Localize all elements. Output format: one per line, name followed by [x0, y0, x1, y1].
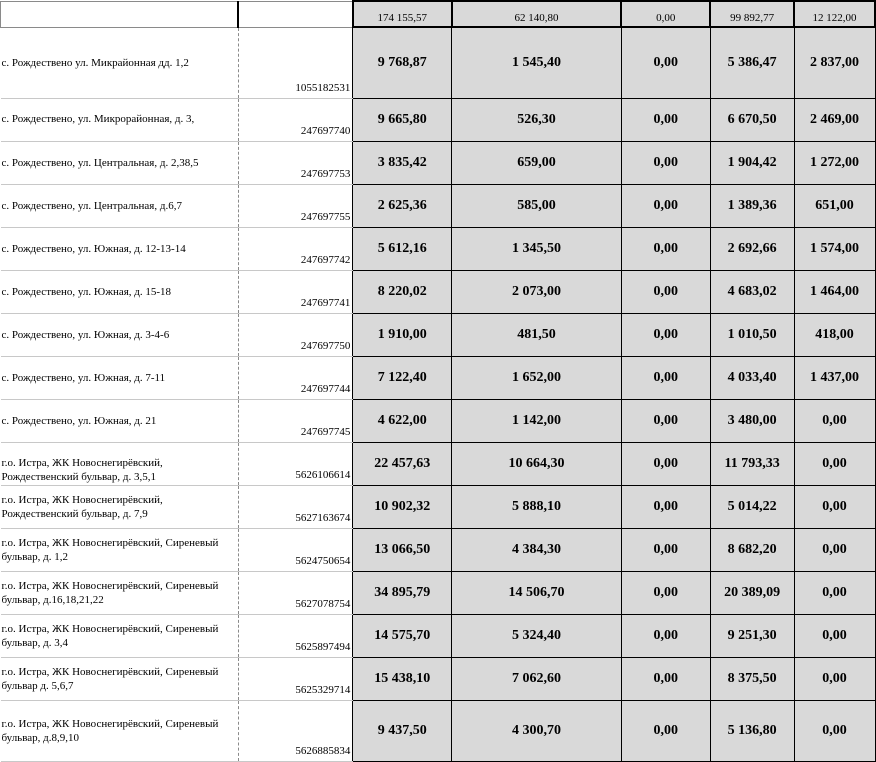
address-text: г.о. Истра, ЖК Новоснегирёвский, Сиреневый бульвар, д. 1,2	[1, 536, 219, 563]
value-cell[interactable]: 1 389,36	[710, 184, 794, 227]
value-cell[interactable]: 659,00	[452, 141, 622, 184]
value-cell[interactable]: 13 066,50	[353, 528, 452, 571]
table-row	[1, 442, 876, 485]
value-cell[interactable]: 1 010,50	[710, 313, 794, 356]
address-text: г.о. Истра, ЖК Новоснегирёвский, Сиреневый бульвар, д.8,9,10	[1, 717, 219, 744]
address-text: г.о. Истра, ЖК Новоснегирёвский, Сиреневый бульвар, д. 3,4	[1, 622, 219, 649]
value-cell[interactable]: 4 622,00	[353, 399, 452, 442]
table-body	[1, 27, 876, 761]
totals-row	[1, 1, 876, 27]
value-cell[interactable]: 0,00	[794, 528, 875, 571]
value-cell[interactable]: 5 888,10	[452, 485, 622, 528]
address-text: г.о. Истра, ЖК Новоснегирёвский, Сиреневый бульвар д. 5,6,7	[1, 665, 219, 692]
account-cell[interactable]: 5625897494	[238, 614, 353, 657]
value-cell[interactable]: 1 345,50	[452, 227, 622, 270]
address-text: с. Рождествено, ул. Микрорайонная, д. 3,	[1, 112, 195, 125]
header-address-cell[interactable]	[1, 1, 239, 27]
value-cell[interactable]: 1 652,00	[452, 356, 622, 399]
value-cell[interactable]: 10 664,30	[452, 442, 622, 485]
value-cell[interactable]: 0,00	[621, 98, 710, 141]
value-cell[interactable]: 0,00	[621, 141, 710, 184]
address-text: с. Рождествено, ул. Центральная, д.6,7	[1, 199, 182, 212]
table-row	[1, 270, 876, 313]
table-row	[1, 700, 876, 761]
address-cell[interactable]	[1, 98, 239, 141]
address-text: г.о. Истра, ЖК Новоснегирёвский, Рождественский бульвар, д. 7,9	[1, 493, 163, 520]
table-row	[1, 141, 876, 184]
account-cell[interactable]: 5626106614	[238, 442, 353, 485]
address-text: с. Рождествено, ул. Южная, д. 21	[1, 414, 157, 427]
address-cell[interactable]	[1, 227, 239, 270]
value-cell[interactable]: 5 386,47	[710, 27, 794, 98]
value-cell[interactable]: 0,00	[621, 313, 710, 356]
account-cell[interactable]: 247697741	[238, 270, 353, 313]
value-cell[interactable]: 2 625,36	[353, 184, 452, 227]
table-row	[1, 356, 876, 399]
value-cell[interactable]: 0,00	[621, 528, 710, 571]
address-text: с. Рождествено, ул. Южная, д. 3-4-6	[1, 328, 170, 341]
value-cell[interactable]: 3 480,00	[710, 399, 794, 442]
value-cell[interactable]: 0,00	[794, 442, 875, 485]
total-cell[interactable]: 0,00	[621, 1, 710, 27]
total-cell[interactable]: 174 155,57	[353, 1, 452, 27]
account-cell[interactable]: 247697750	[238, 313, 353, 356]
value-cell[interactable]: 4 300,70	[452, 700, 622, 761]
value-cell[interactable]: 34 895,79	[353, 571, 452, 614]
value-cell[interactable]: 5 612,16	[353, 227, 452, 270]
value-cell[interactable]: 0,00	[794, 485, 875, 528]
value-cell[interactable]: 10 902,32	[353, 485, 452, 528]
value-cell[interactable]: 0,00	[621, 442, 710, 485]
table-row	[1, 485, 876, 528]
value-cell[interactable]: 9 251,30	[710, 614, 794, 657]
value-cell[interactable]: 1 904,42	[710, 141, 794, 184]
address-cell[interactable]	[1, 27, 239, 98]
value-cell[interactable]: 7 062,60	[452, 657, 622, 700]
value-cell[interactable]: 2 692,66	[710, 227, 794, 270]
table-row	[1, 98, 876, 141]
address-cell[interactable]	[1, 356, 239, 399]
value-cell[interactable]: 1 272,00	[794, 141, 875, 184]
value-cell[interactable]: 0,00	[621, 227, 710, 270]
address-text: г.о. Истра, ЖК Новоснегирёвский, Рождественский бульвар, д. 3,5,1	[1, 456, 163, 483]
value-cell[interactable]: 3 835,42	[353, 141, 452, 184]
value-cell[interactable]: 6 670,50	[710, 98, 794, 141]
table-row	[1, 313, 876, 356]
table-row	[1, 571, 876, 614]
table-row	[1, 528, 876, 571]
address-text: с. Рождествено, ул. Южная, д. 7-11	[1, 371, 166, 384]
value-cell[interactable]: 9 437,50	[353, 700, 452, 761]
address-text: г.о. Истра, ЖК Новоснегирёвский, Сиреневый бульвар, д.16,18,21,22	[1, 579, 219, 606]
value-cell[interactable]: 14 506,70	[452, 571, 622, 614]
header-account-cell[interactable]	[238, 1, 353, 27]
value-cell[interactable]: 0,00	[794, 657, 875, 700]
value-cell[interactable]: 8 220,02	[353, 270, 452, 313]
value-cell[interactable]: 1 574,00	[794, 227, 875, 270]
account-cell[interactable]: 5625329714	[238, 657, 353, 700]
value-cell[interactable]: 0,00	[794, 399, 875, 442]
value-cell[interactable]: 0,00	[621, 399, 710, 442]
address-cell[interactable]	[1, 313, 239, 356]
value-cell[interactable]: 481,50	[452, 313, 622, 356]
account-cell[interactable]: 1055182531	[238, 27, 353, 98]
table-row	[1, 27, 876, 98]
value-cell[interactable]: 5 136,80	[710, 700, 794, 761]
address-cell[interactable]	[1, 700, 239, 761]
value-cell[interactable]: 0,00	[621, 184, 710, 227]
value-cell[interactable]: 0,00	[621, 571, 710, 614]
value-cell[interactable]: 0,00	[794, 700, 875, 761]
value-cell[interactable]: 1 545,40	[452, 27, 622, 98]
value-cell[interactable]: 1 437,00	[794, 356, 875, 399]
address-text: с. Рождествено ул. Микрайонная дд. 1,2	[1, 56, 189, 69]
value-cell[interactable]: 2 469,00	[794, 98, 875, 141]
total-cell[interactable]: 62 140,80	[452, 1, 622, 27]
address-cell[interactable]	[1, 184, 239, 227]
account-cell[interactable]: 247697744	[238, 356, 353, 399]
value-cell[interactable]: 8 375,50	[710, 657, 794, 700]
address-cell[interactable]	[1, 614, 239, 657]
value-cell[interactable]: 14 575,70	[353, 614, 452, 657]
table-row	[1, 184, 876, 227]
value-cell[interactable]: 1 464,00	[794, 270, 875, 313]
table-row	[1, 657, 876, 700]
value-cell[interactable]: 8 682,20	[710, 528, 794, 571]
address-cell[interactable]	[1, 399, 239, 442]
address-cell[interactable]	[1, 528, 239, 571]
address-cell[interactable]	[1, 571, 239, 614]
value-cell[interactable]: 651,00	[794, 184, 875, 227]
value-cell[interactable]: 418,00	[794, 313, 875, 356]
value-cell[interactable]: 526,30	[452, 98, 622, 141]
value-cell[interactable]: 0,00	[621, 485, 710, 528]
value-cell[interactable]: 5 014,22	[710, 485, 794, 528]
value-cell[interactable]: 0,00	[794, 571, 875, 614]
value-cell[interactable]: 2 073,00	[452, 270, 622, 313]
value-cell[interactable]: 5 324,40	[452, 614, 622, 657]
address-text: с. Рождествено, ул. Центральная, д. 2,38,5	[1, 156, 199, 169]
address-cell[interactable]	[1, 141, 239, 184]
total-cell[interactable]: 12 122,00	[794, 1, 875, 27]
address-cell[interactable]	[1, 270, 239, 313]
address-cell[interactable]	[1, 485, 239, 528]
account-cell[interactable]: 247697755	[238, 184, 353, 227]
value-cell[interactable]: 0,00	[621, 27, 710, 98]
value-cell[interactable]: 4 033,40	[710, 356, 794, 399]
value-cell[interactable]: 9 768,87	[353, 27, 452, 98]
account-cell[interactable]: 5626885834	[238, 700, 353, 761]
value-cell[interactable]: 0,00	[621, 700, 710, 761]
total-cell[interactable]: 99 892,77	[710, 1, 794, 27]
value-cell[interactable]: 0,00	[621, 614, 710, 657]
table-row	[1, 399, 876, 442]
account-cell[interactable]: 247697753	[238, 141, 353, 184]
account-cell[interactable]: 247697740	[238, 98, 353, 141]
value-cell[interactable]: 15 438,10	[353, 657, 452, 700]
address-text: с. Рождествено, ул. Южная, д. 12-13-14	[1, 242, 186, 255]
value-cell[interactable]: 20 389,09	[710, 571, 794, 614]
value-cell[interactable]: 22 457,63	[353, 442, 452, 485]
table-row	[1, 227, 876, 270]
address-cell[interactable]	[1, 657, 239, 700]
table-row	[1, 614, 876, 657]
value-cell[interactable]: 1 142,00	[452, 399, 622, 442]
value-cell[interactable]: 0,00	[621, 657, 710, 700]
value-cell[interactable]: 4 683,02	[710, 270, 794, 313]
value-cell[interactable]: 7 122,40	[353, 356, 452, 399]
account-cell[interactable]: 247697742	[238, 227, 353, 270]
account-cell[interactable]: 5627163674	[238, 485, 353, 528]
value-cell[interactable]: 2 837,00	[794, 27, 875, 98]
account-cell[interactable]: 5624750654	[238, 528, 353, 571]
address-text: с. Рождествено, ул. Южная, д. 15-18	[1, 285, 172, 298]
address-cell[interactable]	[1, 442, 239, 485]
value-cell[interactable]: 9 665,80	[353, 98, 452, 141]
value-cell[interactable]: 0,00	[794, 614, 875, 657]
value-cell[interactable]: 1 910,00	[353, 313, 452, 356]
account-cell[interactable]: 247697745	[238, 399, 353, 442]
value-cell[interactable]: 0,00	[621, 270, 710, 313]
value-cell[interactable]: 0,00	[621, 356, 710, 399]
value-cell[interactable]: 585,00	[452, 184, 622, 227]
value-cell[interactable]: 4 384,30	[452, 528, 622, 571]
account-cell[interactable]: 5627078754	[238, 571, 353, 614]
value-cell[interactable]: 11 793,33	[710, 442, 794, 485]
